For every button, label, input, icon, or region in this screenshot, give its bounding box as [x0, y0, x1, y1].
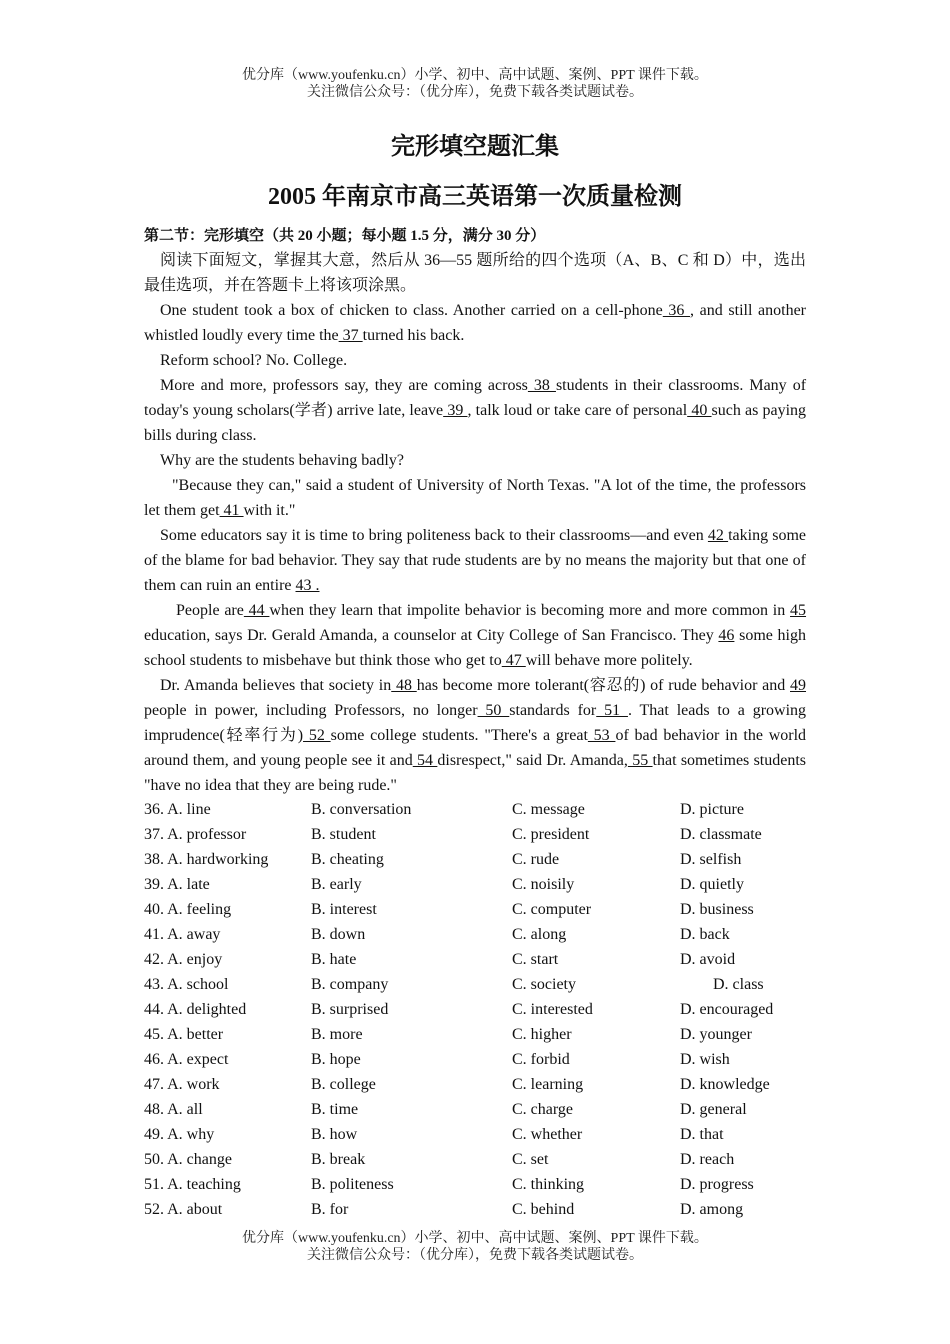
- passage-text: students in their classrooms. Many of today's young scholars(学者) arrive late, leave: [144, 377, 807, 419]
- option-row-43: [144, 972, 844, 997]
- blank-54: 54: [412, 752, 438, 769]
- option-b: B. surprised: [311, 1001, 389, 1018]
- blank-50: 50: [477, 702, 510, 719]
- blank-44: 44: [243, 602, 270, 619]
- passage-text: some college students. "There's a great: [330, 727, 588, 744]
- passage-text: More and more, professors say, they are coming across: [160, 377, 528, 394]
- blank-45: 45: [790, 602, 807, 619]
- passage-text: , and still another whistled loudly every time the: [144, 302, 807, 344]
- option-a: 48. A. all: [144, 1101, 203, 1118]
- option-a: 36. A. line: [144, 801, 211, 818]
- option-row-44: [144, 997, 844, 1022]
- option-row-42: [144, 947, 844, 972]
- option-b: B. break: [311, 1151, 366, 1168]
- passage-text: People are: [176, 602, 244, 619]
- option-row-51: [144, 1172, 844, 1197]
- option-b: B. more: [311, 1026, 363, 1043]
- option-row-46: [144, 1047, 844, 1072]
- passage-text: disrespect," said Dr. Amanda,: [437, 752, 628, 769]
- option-row-50: [144, 1147, 844, 1172]
- option-b: B. politeness: [311, 1176, 394, 1193]
- option-a: 42. A. enjoy: [144, 951, 223, 968]
- passage-text: education, says Dr. Gerald Amanda, a counselor at City College of San Francisco. They: [144, 627, 714, 644]
- blank-51: 51: [596, 702, 628, 719]
- blank-37: 37: [338, 327, 363, 344]
- option-a: 52. A. about: [144, 1201, 223, 1218]
- blank-39: 39: [443, 402, 468, 419]
- option-c: C. set: [512, 1151, 549, 1168]
- option-row-52: [144, 1197, 844, 1222]
- passage-text: Some educators say it is time to bring politeness back to their classrooms—and even: [160, 527, 704, 544]
- passage-text: with it.": [243, 502, 296, 519]
- paragraph-2: [144, 348, 806, 373]
- option-row-38: [144, 847, 844, 872]
- passage-text: has become more tolerant(容忍的) of rude behavior and: [416, 677, 786, 694]
- passage-text: "Because they can," said a student of University of North Texas. "A lot of the time, the professors let them get: [144, 477, 806, 519]
- passage-text: standards for: [509, 702, 597, 719]
- option-b: B. down: [311, 926, 366, 943]
- blank-49: 49: [790, 677, 807, 694]
- option-d: D. back: [680, 926, 730, 943]
- option-a: 49. A. why: [144, 1126, 215, 1143]
- option-d: D. encouraged: [680, 1001, 774, 1018]
- passage-text: when they learn that impolite behavior is becoming more and more common in: [269, 602, 786, 619]
- option-d: D. knowledge: [680, 1076, 770, 1093]
- option-b: B. time: [311, 1101, 359, 1118]
- passage-text: turned his back.: [362, 327, 465, 344]
- option-a: 40. A. feeling: [144, 901, 232, 918]
- option-d: D. general: [680, 1101, 747, 1118]
- paragraph-8: [144, 673, 806, 798]
- passage-text: such as paying bills during class.: [144, 402, 807, 444]
- paragraph-1: [144, 298, 806, 348]
- paragraph-5: [144, 473, 806, 523]
- option-row-41: [144, 922, 844, 947]
- option-a: 37. A. professor: [144, 826, 247, 843]
- passage-text: Dr. Amanda believes that society in: [160, 677, 392, 694]
- passage-text: will behave more politely.: [525, 652, 693, 669]
- option-d: D. that: [680, 1126, 724, 1143]
- passage-text: taking some of the blame for bad behavior. They say that rude students are by no means the majority but that one of them can ruin an entire: [144, 527, 807, 594]
- option-c: C. interested: [512, 1001, 593, 1018]
- option-c: C. forbid: [512, 1051, 570, 1068]
- blank-40: 40: [687, 402, 712, 419]
- blank-47: 47: [501, 652, 526, 669]
- option-d: D. avoid: [680, 951, 736, 968]
- option-a: 46. A. expect: [144, 1051, 229, 1068]
- option-c: C. learning: [512, 1076, 584, 1093]
- passage-text: , talk loud or take care of personal: [467, 402, 688, 419]
- footer-line-1: 优分库（www.youfenku.cn）小学、初中、高中试题、案例、PPT 课件下载。: [242, 1231, 708, 1246]
- passage-text: Reform school? No. College.: [160, 352, 348, 369]
- option-d: D. quietly: [680, 876, 744, 893]
- option-row-47: [144, 1072, 844, 1097]
- option-c: C. message: [512, 801, 585, 818]
- option-c: C. president: [512, 826, 590, 843]
- passage-text: people in power, including Professors, no longer: [144, 702, 478, 719]
- option-a: 47. A. work: [144, 1076, 220, 1093]
- answer-options: [144, 797, 844, 1222]
- blank-48: 48: [391, 677, 417, 694]
- blank-53: 53: [587, 727, 616, 744]
- option-c: C. along: [512, 926, 567, 943]
- option-d: D. picture: [680, 801, 744, 818]
- option-a: 44. A. delighted: [144, 1001, 247, 1018]
- option-c: C. behind: [512, 1201, 575, 1218]
- page-header: [0, 67, 950, 101]
- option-d: D. business: [680, 901, 754, 918]
- option-d: D. class: [713, 976, 764, 993]
- paragraph-7: [144, 598, 806, 673]
- blank-43: 43 .: [295, 577, 320, 594]
- option-b: B. hope: [311, 1051, 361, 1068]
- option-a: 50. A. change: [144, 1151, 232, 1168]
- option-a: 38. A. hardworking: [144, 851, 269, 868]
- document-subtitle: 2005 年南京市高三英语第一次质量检测: [268, 184, 682, 210]
- option-c: C. society: [512, 976, 576, 993]
- passage-text: of bad behavior in the world around them, and young people see it and: [144, 727, 807, 769]
- option-c: C. charge: [512, 1101, 574, 1118]
- option-a: 41. A. away: [144, 926, 221, 943]
- option-d: D. younger: [680, 1026, 752, 1043]
- option-c: C. noisily: [512, 876, 575, 893]
- option-c: C. thinking: [512, 1176, 585, 1193]
- option-b: B. interest: [311, 901, 377, 918]
- option-d: D. wish: [680, 1051, 730, 1068]
- option-b: B. college: [311, 1076, 376, 1093]
- passage-text: . That leads to a growing imprudence(轻率行为): [144, 702, 807, 744]
- option-row-37: [144, 822, 844, 847]
- blank-52: 52: [303, 727, 331, 744]
- option-a: 45. A. better: [144, 1026, 224, 1043]
- option-d: D. classmate: [680, 826, 762, 843]
- option-d: D. progress: [680, 1176, 754, 1193]
- blank-38: 38: [527, 377, 556, 394]
- instructions: 阅读下面短文，掌握其大意，然后从 36—55 题所给的四个选项（A、B、C 和 D）中，选出最佳选项，并在答题卡上将该项涂黑。: [144, 252, 806, 294]
- option-a: 43. A. school: [144, 976, 229, 993]
- paragraph-6: [144, 523, 806, 598]
- option-b: B. for: [311, 1201, 349, 1218]
- page-footer: [0, 1230, 950, 1264]
- option-b: B. early: [311, 876, 362, 893]
- option-a: 39. A. late: [144, 876, 210, 893]
- paragraph-3: [144, 373, 806, 448]
- option-c: C. computer: [512, 901, 592, 918]
- document-title: 完形填空题汇集: [391, 134, 559, 160]
- option-c: C. higher: [512, 1026, 572, 1043]
- blank-42: 42: [707, 527, 729, 544]
- option-d: D. among: [680, 1201, 744, 1218]
- blank-41: 41: [219, 502, 244, 519]
- option-c: C. rude: [512, 851, 560, 868]
- passage-text: One student took a box of chicken to class. Another carried on a cell-phone: [160, 302, 663, 319]
- footer-line-2: 关注微信公众号：（优分库），免费下载各类试题试卷。: [307, 1248, 643, 1263]
- option-c: C. whether: [512, 1126, 583, 1143]
- passage: [144, 248, 806, 798]
- option-row-40: [144, 897, 844, 922]
- option-c: C. start: [512, 951, 559, 968]
- option-b: B. how: [311, 1126, 358, 1143]
- option-b: B. cheating: [311, 851, 384, 868]
- option-row-49: [144, 1122, 844, 1147]
- option-b: B. conversation: [311, 801, 412, 818]
- option-b: B. company: [311, 976, 389, 993]
- option-row-39: [144, 872, 844, 897]
- option-row-48: [144, 1097, 844, 1122]
- blank-36: 36: [662, 302, 691, 319]
- header-line-1: 优分库（www.youfenku.cn）小学、初中、高中试题、案例、PPT 课件下载。: [242, 68, 708, 83]
- option-b: B. student: [311, 826, 376, 843]
- option-d: D. selfish: [680, 851, 742, 868]
- section-heading: 第二节：完形填空（共 20 小题；每小题 1.5 分，满分 30 分）: [144, 228, 546, 244]
- blank-55: 55: [627, 752, 653, 769]
- option-row-45: [144, 1022, 844, 1047]
- passage-text: that sometimes students "have no idea that they are being rude.": [144, 752, 807, 794]
- passage-text: some high school students to misbehave but think those who get to: [144, 627, 806, 669]
- option-b: B. hate: [311, 951, 357, 968]
- option-d: D. reach: [680, 1151, 735, 1168]
- option-row-36: [144, 797, 844, 822]
- option-a: 51. A. teaching: [144, 1176, 241, 1193]
- header-line-2: 关注微信公众号：（优分库），免费下载各类试题试卷。: [307, 85, 643, 100]
- blank-46: 46: [718, 627, 735, 644]
- passage-text: Why are the students behaving badly?: [160, 452, 404, 469]
- paragraph-4: [144, 448, 806, 473]
